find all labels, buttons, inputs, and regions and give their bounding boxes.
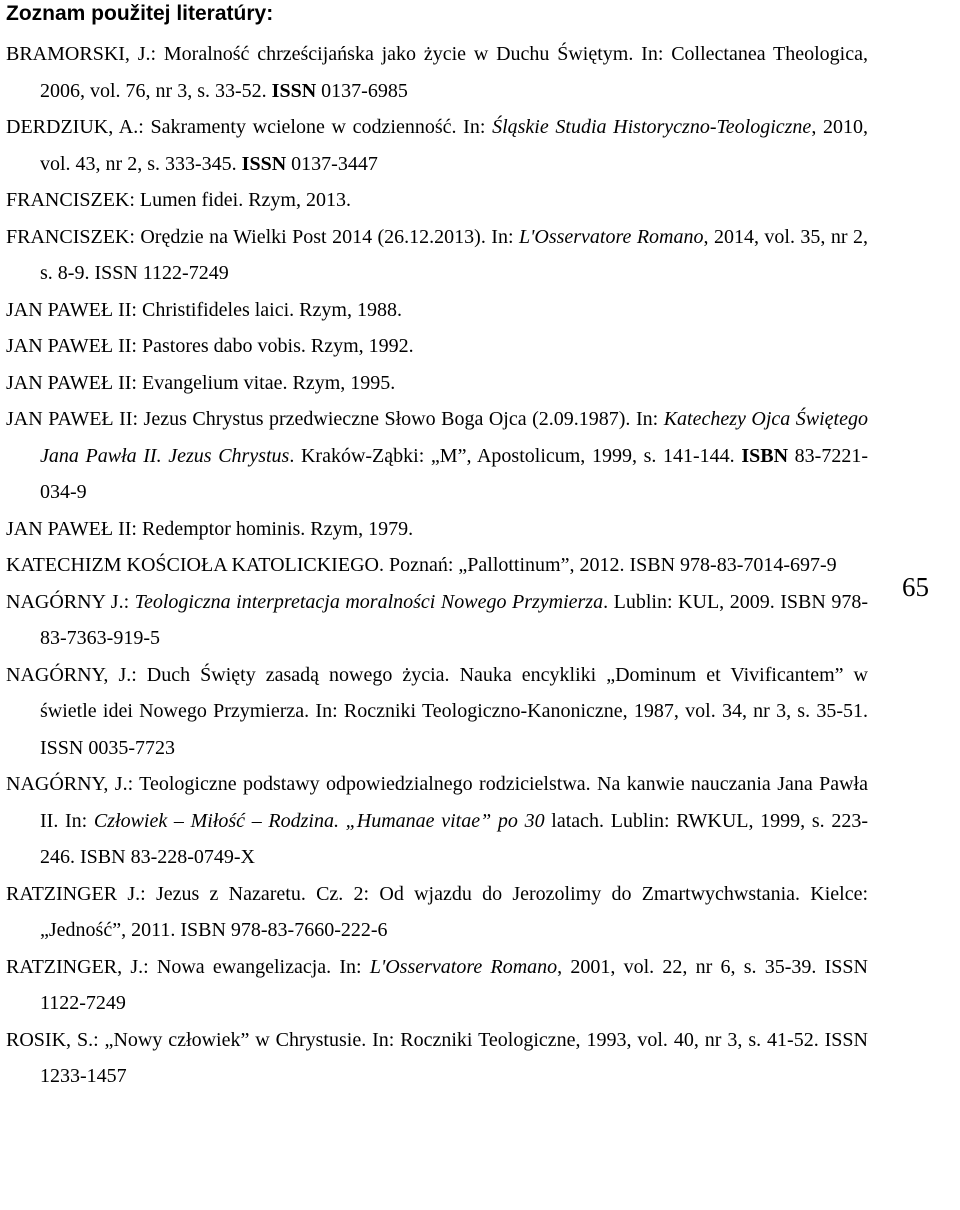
entry-text: . Lublin: KUL, 2009. ISBN 978-83-7363-919-5 bbox=[40, 590, 868, 649]
entry-text: , 2001, vol. 22, nr 6, s. 35-39. ISSN 1122-7249 bbox=[40, 955, 868, 1014]
bibliography-entry bbox=[6, 401, 868, 511]
bibliography-entry bbox=[6, 949, 868, 1022]
entry-text: JAN PAWEŁ II: Christifideles laici. Rzym, 1988. bbox=[6, 298, 402, 321]
entry-title-italic: Śląskie Studia Historyczno-Teologiczne bbox=[492, 116, 812, 138]
entry-text: NAGÓRNY, J.: Duch Święty zasadą nowego życia. Nauka encykliki „Dominum et Vivificantem” w świetle idei Nowego Przymierza. In: Roczniki Teologiczno-Kanoniczne, 1987, vol. 34, nr 3, s. 35-51. ISSN 0035-7723 bbox=[6, 663, 868, 759]
bibliography-entry bbox=[6, 36, 868, 109]
entry-text: JAN PAWEŁ II: Jezus Chrystus przedwieczne Słowo Boga Ojca (2.09.1987). In: bbox=[6, 408, 664, 430]
bibliography-entry bbox=[6, 182, 868, 219]
bibliography-entry bbox=[6, 766, 868, 876]
entry-title-italic: Człowiek – Miłość – Rodzina. „Humanae vitae” po 30 bbox=[93, 809, 545, 832]
bibliography-entry bbox=[6, 365, 868, 402]
entry-bold-text: ISSN bbox=[271, 79, 317, 102]
entry-text: 83-7221-034-9 bbox=[40, 444, 868, 503]
entry-bold-text: ISSN bbox=[241, 152, 287, 175]
entry-text: NAGÓRNY J.: bbox=[6, 590, 135, 613]
entry-text: latach. Lublin: RWKUL, 1999, s. 223-246. ISBN 83-228-0749-X bbox=[40, 809, 868, 868]
bibliography-entry bbox=[6, 584, 868, 657]
bibliography-entry bbox=[6, 109, 868, 182]
entry-text: BRAMORSKI, J.: Moralność chrześcijańska jako życie w Duchu Świętym. In: Collectanea Theologica, 2006, vol. 76, nr 3, s. 33-52. bbox=[6, 43, 868, 102]
entry-title-italic: Katechezy Ojca Świętego Jana Pawła II. Jezus Chrystus bbox=[40, 408, 868, 467]
entry-text: ROSIK, S.: „Nowy człowiek” w Chrystusie. In: Roczniki Teologiczne, 1993, vol. 40, nr 3, s. 41-52. ISSN 1233-1457 bbox=[6, 1028, 868, 1087]
entry-text: RATZINGER J.: Jezus z Nazaretu. Cz. 2: Od wjazdu do Jerozolimy do Zmartwychwstania. Kielce: „Jedność”, 2011. ISBN 978-83-7660-222-6 bbox=[6, 882, 868, 941]
entry-text: KATECHIZM KOŚCIOŁA KATOLICKIEGO. Poznań: „Pallottinum”, 2012. ISBN 978-83-7014-697-9 bbox=[6, 554, 837, 576]
entry-text: JAN PAWEŁ II: Redemptor hominis. Rzym, 1979. bbox=[6, 517, 414, 540]
bibliography-list bbox=[6, 36, 868, 1095]
bibliography-entry bbox=[6, 511, 868, 548]
entry-text: NAGÓRNY, J.: Teologiczne podstawy odpowiedzialnego rodzicielstwa. Na kanwie nauczania Jana Pawła II. In: bbox=[6, 773, 868, 832]
entry-text: . Kraków-Ząbki: „M”, Apostolicum, 1999, s. 141-144. bbox=[289, 444, 742, 467]
bibliography-entry bbox=[6, 1022, 868, 1095]
entry-title-italic: L'Osservatore Romano bbox=[369, 955, 558, 978]
entry-title-italic: L'Osservatore Romano bbox=[518, 225, 704, 248]
bibliography-entry bbox=[6, 657, 868, 767]
entry-text: DERDZIUK, A.: Sakramenty wcielone w codzienność. In: bbox=[6, 116, 493, 138]
entry-text: JAN PAWEŁ II: Pastores dabo vobis. Rzym, 1992. bbox=[6, 335, 414, 357]
page-number: 65 bbox=[902, 572, 929, 602]
entry-text: JAN PAWEŁ II: Evangelium vitae. Rzym, 1995. bbox=[6, 371, 396, 394]
bibliography-entry bbox=[6, 328, 868, 365]
bibliography-entry bbox=[6, 219, 868, 292]
bibliography-entry bbox=[6, 292, 868, 329]
bibliography-entry bbox=[6, 547, 868, 584]
bibliography-entry bbox=[6, 876, 868, 949]
bibliography-heading: Zoznam použitej literatúry: bbox=[6, 2, 274, 25]
entry-text: , 2010, vol. 43, nr 2, s. 333-345. bbox=[40, 116, 869, 175]
entry-title-italic: Teologiczna interpretacja moralności Nowego Przymierza bbox=[134, 590, 604, 613]
entry-text: 0137-6985 bbox=[316, 79, 408, 102]
entry-text: , 2014, vol. 35, nr 2, s. 8-9. ISSN 1122-7249 bbox=[40, 225, 868, 284]
entry-text: FRANCISZEK: Orędzie na Wielki Post 2014 (26.12.2013). In: bbox=[6, 225, 519, 248]
entry-bold-text: ISBN bbox=[741, 444, 789, 467]
entry-text: 0137-3447 bbox=[286, 152, 378, 175]
entry-text: FRANCISZEK: Lumen fidei. Rzym, 2013. bbox=[6, 189, 351, 211]
entry-text: RATZINGER, J.: Nowa ewangelizacja. In: bbox=[6, 955, 370, 978]
